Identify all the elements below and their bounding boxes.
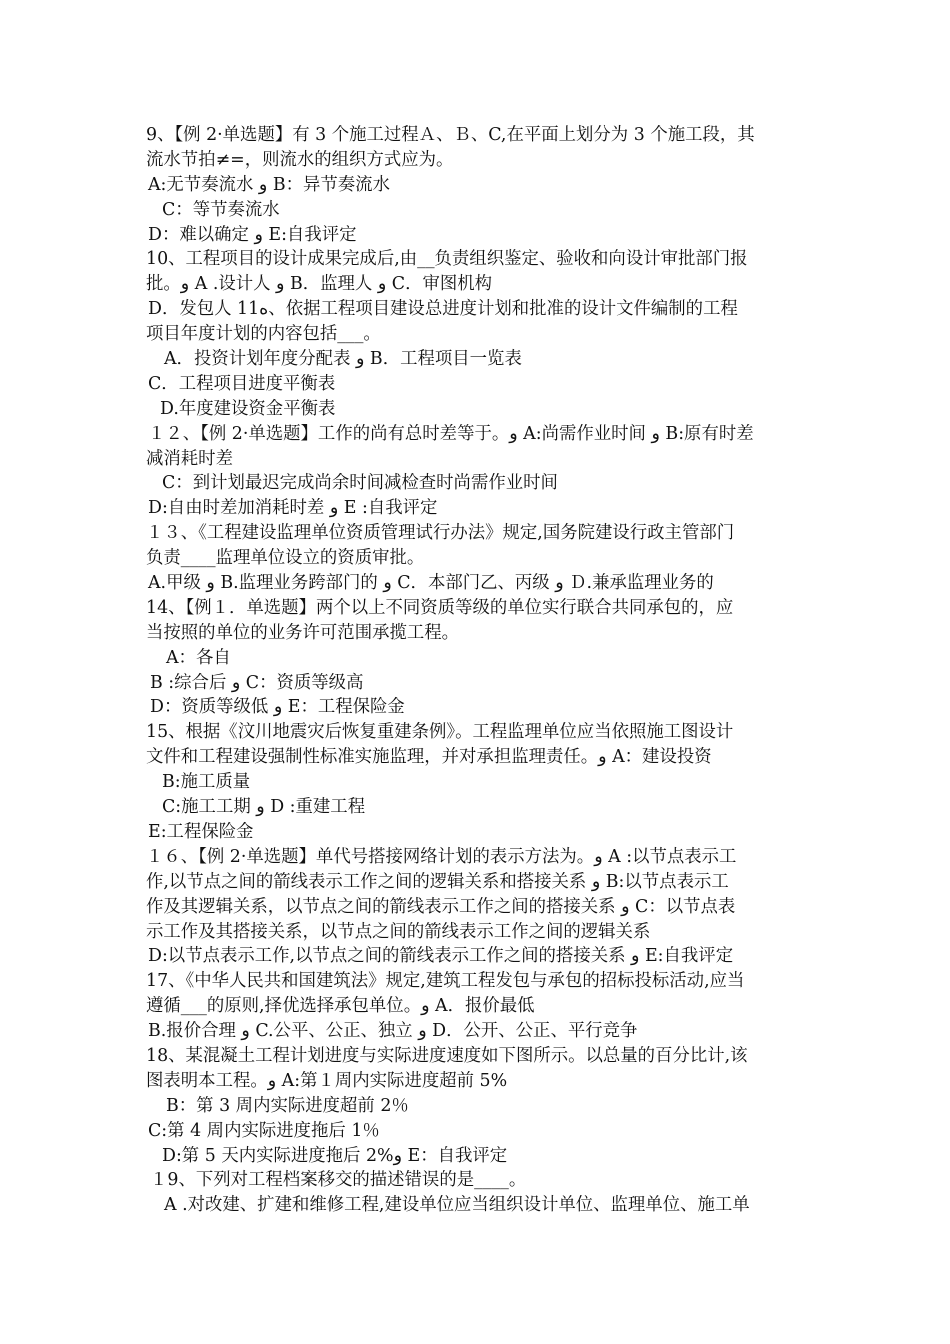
text-line: 负责____监理单位设立的资质审批。 (146, 548, 425, 569)
text-line: 15、根据《汶川地震灾后恢复重建条例》。工程监理单位应当依照施工图设计 (146, 722, 734, 743)
text-line: D：难以确定 و E:自我评定 (148, 224, 357, 245)
text-line: D.年度建设资金平衡表 (160, 398, 336, 419)
text-line: A：各自 (166, 647, 231, 668)
text-line: C．工程项目进度平衡表 (148, 373, 336, 394)
document-page (146, 123, 812, 1218)
text-line: 减消耗时差 (146, 448, 233, 469)
text-line: １３、《工程建设监理单位资质管理试行办法》规定,国务院建设行政主管部门 (146, 523, 735, 544)
text-line: 流水节拍≠=，则流水的组织方式应为。 (146, 149, 454, 170)
text-line: B :综合后 و C：资质等级高 (150, 672, 364, 693)
text-line: 作及其逻辑关系，以节点之间的箭线表示工作之间的搭接关系 و C：以节点表 (146, 896, 736, 917)
text-line: 17、《中华人民共和国建筑法》规定,建筑工程发包与承包的招标投标活动,应当 (146, 971, 745, 992)
text-line: A．投资计划年度分配表 و B．工程项目一览表 (164, 349, 522, 370)
text-line: B:施工质量 (162, 772, 251, 793)
text-line: C：到计划最迟完成尚余时间减检查时尚需作业时间 (162, 473, 558, 494)
text-line: C：等节奏流水 (162, 199, 280, 220)
text-line: C:施工工期 و D :重建工程 (162, 797, 366, 818)
text-line: B.报价合理 و C.公平、公正、独立 و D．公开、公正、平行竞争 (148, 1021, 638, 1042)
text-line: D：资质等级低 و E：工程保险金 (150, 697, 405, 718)
text-line: B：第 3 周内实际进度超前 2％ (166, 1095, 409, 1116)
text-line: 项目年度计划的内容包括___。 (146, 324, 381, 345)
text-line: １６、【例 2·单选题】单代号搭接网络计划的表示方法为。و A :以节点表示工 (146, 846, 737, 867)
text-line: C:第 4 周内实际进度拖后 1％ (148, 1120, 380, 1141)
text-line: 14、【例１．单选题】两个以上不同资质等级的单位实行联合共同承包的，应 (146, 597, 734, 618)
text-line: 遵循___的原则,择优选择承包单位。و A．报价最低 (146, 996, 535, 1017)
text-line: 示工作及其搭接关系，以节点之间的箭线表示工作之间的逻辑关系 (146, 921, 651, 942)
text-line: 图表明本工程。و A:第１周内实际进度超前 5% (146, 1070, 508, 1091)
text-line: 当按照的单位的业务许可范围承揽工程。 (146, 622, 460, 643)
text-line: A .对改建、扩建和维修工程,建设单位应当组织设计单位、监理单位、施工单 (164, 1195, 750, 1216)
text-line: 作,以节点之间的箭线表示工作之间的逻辑关系和搭接关系 و B:以节点表示工 (146, 871, 729, 892)
text-line: D．发包人 11ه、依据工程项目建设总进度计划和批准的设计文件编制的工程 (148, 299, 738, 320)
text-line: A:无节奏流水 و B：异节奏流水 (148, 174, 390, 195)
text-line: D:以节点表示工作,以节点之间的箭线表示工作之间的搭接关系 و E:自我评定 (148, 946, 734, 967)
text-line: D:第 5 天内实际进度拖后 2%و E：自我评定 (162, 1145, 508, 1166)
text-line: 文件和工程建设强制性标准实施监理，并对承担监理责任。و A：建设投资 (146, 747, 712, 768)
text-line: 批。و A .设计人 و B．监理人 و C．审图机构 (146, 274, 493, 295)
text-line: D:自由时差加消耗时差 و E :自我评定 (148, 498, 438, 519)
text-line: １9、下列对工程档案移交的描述错误的是____。 (150, 1170, 527, 1191)
text-line: １２、【例 2·单选题】工作的尚有总时差等于。و A:尚需作业时间 و B:原有时差 (148, 423, 754, 444)
text-line: 18、某混凝土工程计划进度与实际进度速度如下图所示。以总量的百分比计,该 (146, 1045, 748, 1066)
text-line: E:工程保险金 (148, 821, 254, 842)
text-line: A.甲级 و B.监理业务跨部门的 و C．本部门乙、丙级 و Ｄ.兼承监理业务的 (148, 573, 714, 594)
text-line: 10、工程项目的设计成果完成后,由__负责组织鉴定、验收和向设计审批部门报 (146, 249, 748, 270)
text-line: 9、【例 2·单选题】有 3 个施工过程Ａ、Ｂ、C,在平面上划分为 3 个施工段，其 (146, 125, 755, 145)
